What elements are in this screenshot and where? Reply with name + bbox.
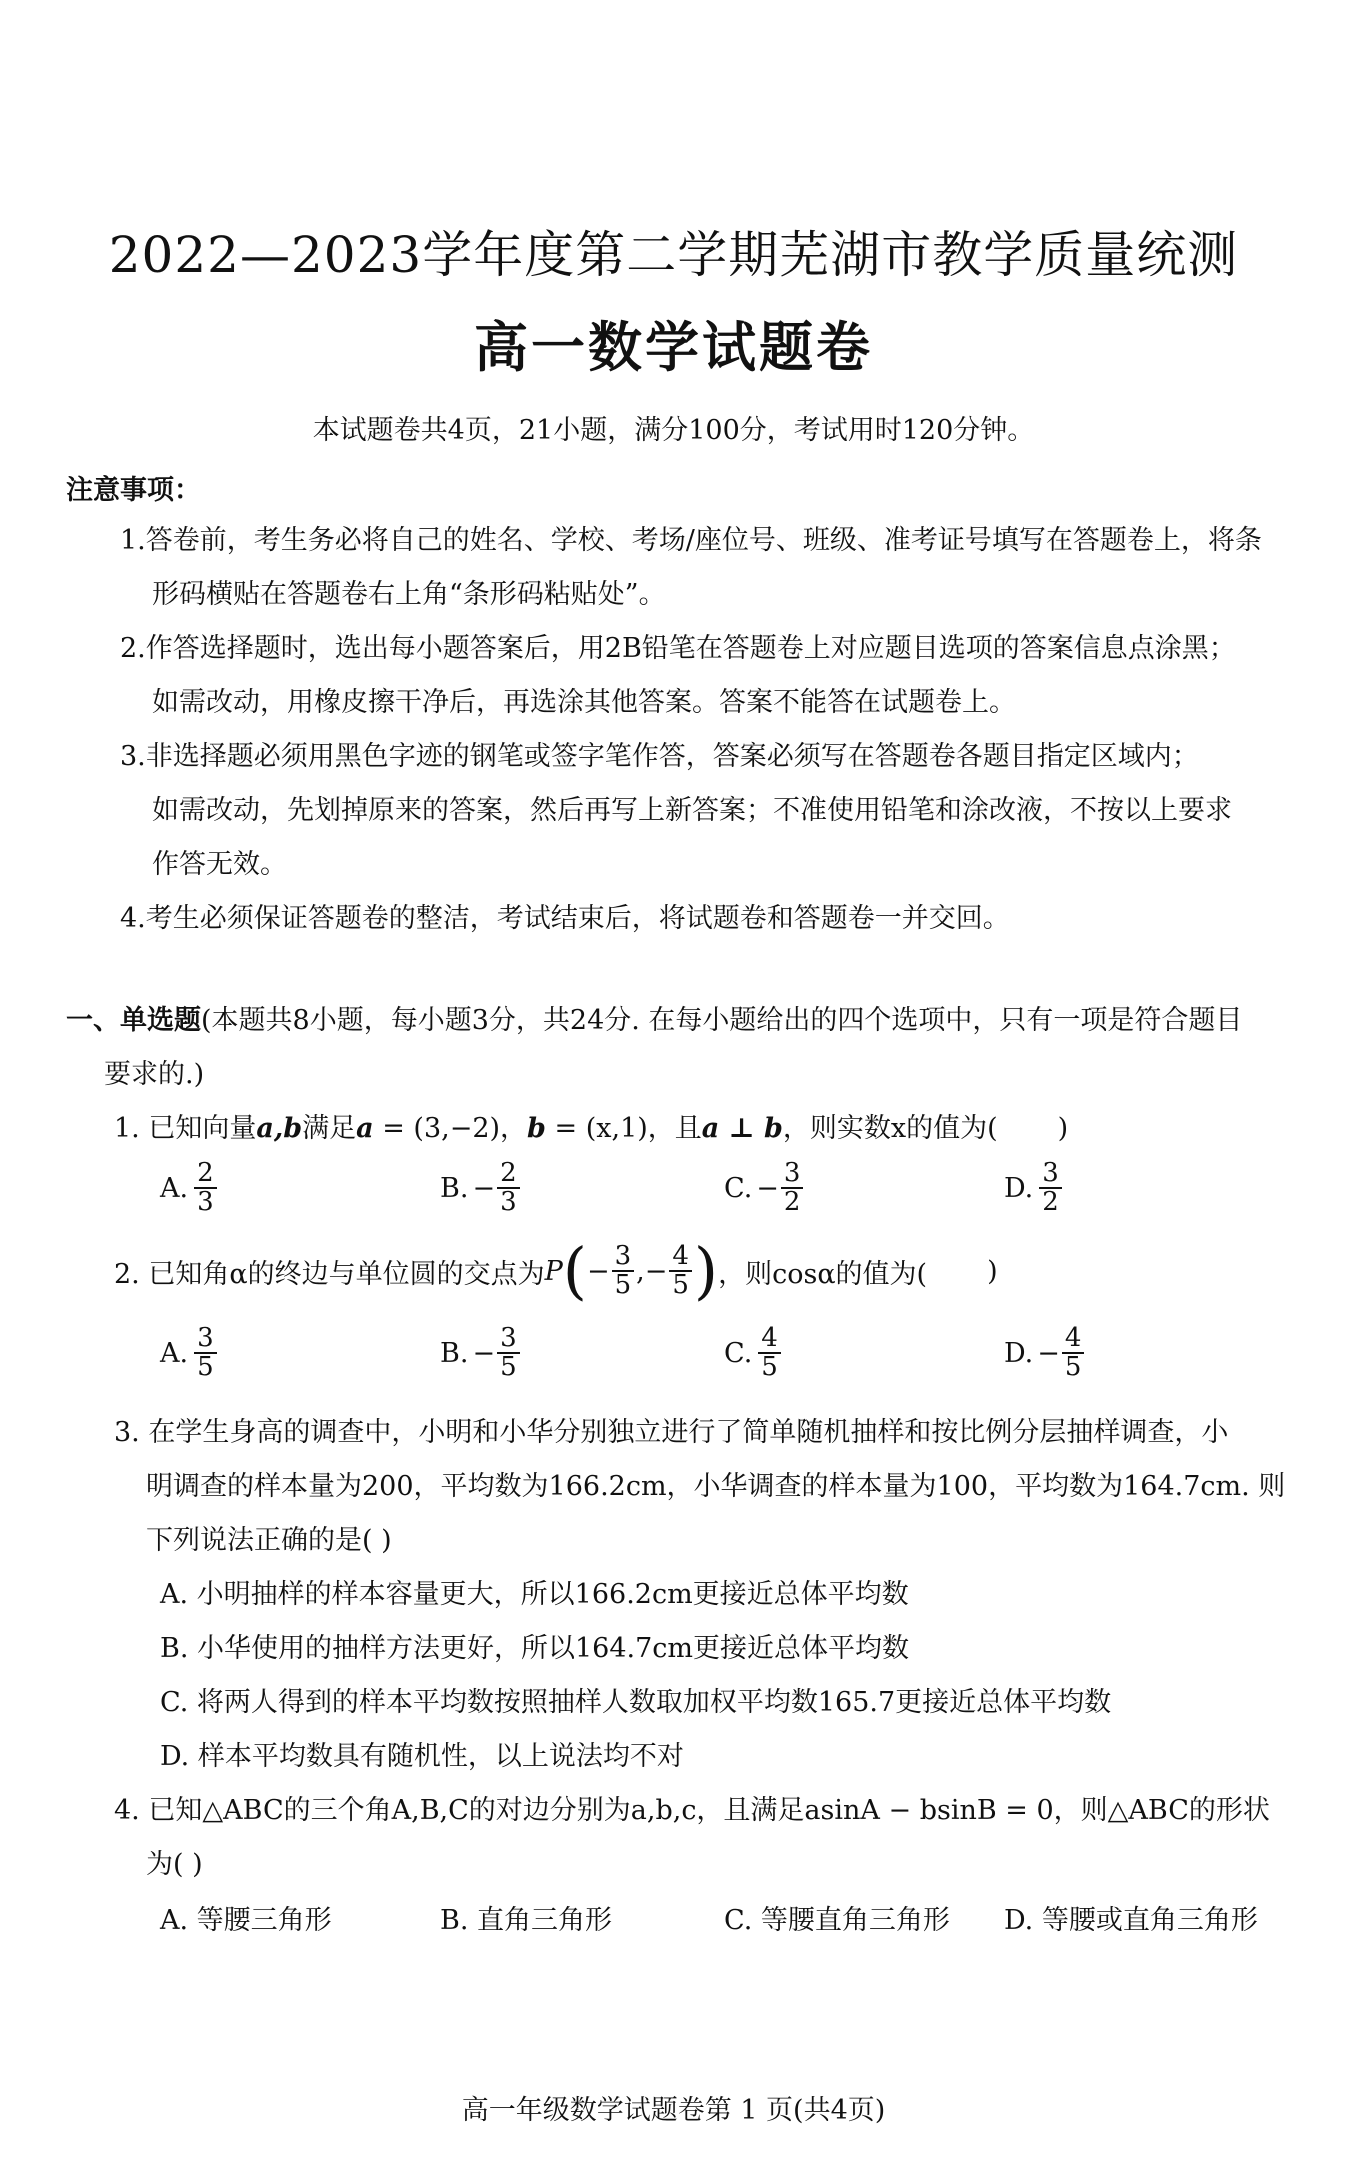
option-sign: −	[472, 1172, 496, 1204]
fraction-numerator: 2	[194, 1160, 217, 1189]
q2-option-a[interactable]	[160, 1325, 219, 1382]
q4-option-b[interactable]: B. 直角三角形	[440, 1905, 613, 1936]
question-1-stem	[114, 1106, 1068, 1145]
option-sign: −	[756, 1172, 779, 1204]
q3-option-c[interactable]: C. 将两人得到的样本平均数按照抽样人数取加权平均数165.7更接近总体平均数	[160, 1687, 1112, 1718]
exam-title: 2022—2023学年度第二学期芜湖市教学质量统测	[108, 226, 1239, 284]
fraction-denominator: 2	[1042, 1187, 1059, 1218]
question-3-stem-line-3: 下列说法正确的是( )	[146, 1525, 392, 1556]
q2-right-paren: )	[693, 1234, 719, 1307]
q3-option-d[interactable]: D. 样本平均数具有随机性，以上说法均不对	[160, 1741, 684, 1772]
notice-line-5: 3.非选择题必须用黑色字迹的钢笔或签字笔作答，答案必须写在答题卷各题目指定区域内；	[120, 741, 1199, 772]
fraction	[497, 1325, 520, 1382]
q1-vectors: a,b	[256, 1113, 303, 1144]
fraction	[781, 1160, 804, 1217]
q2-left-paren: (	[562, 1234, 587, 1307]
fraction	[497, 1160, 520, 1217]
fraction-numerator: 4	[1062, 1325, 1085, 1354]
option-sign: −	[472, 1337, 496, 1369]
option-label: D.	[1004, 1172, 1034, 1204]
section-1-desc: (本题共8小题，每小题3分，共24分. 在每小题给出的四个选项中，只有一项是符合题目	[201, 1005, 1243, 1036]
option-label: B.	[440, 1337, 469, 1369]
q1-a-value: = (3,−2)，	[373, 1113, 528, 1144]
q1-text-mid: 满足	[302, 1113, 357, 1144]
q1-option-a[interactable]	[160, 1160, 219, 1217]
q1-option-d[interactable]	[1004, 1160, 1064, 1217]
option-label: C.	[724, 1172, 753, 1204]
fraction-numerator: 3	[781, 1160, 804, 1189]
q2-sign-2: −	[644, 1255, 668, 1287]
q1-close-paren: )	[1057, 1113, 1069, 1144]
q1-b-value: = (x,1)，且	[545, 1113, 702, 1144]
fraction-numerator: 3	[194, 1325, 217, 1354]
q2-close-paren: )	[987, 1255, 998, 1287]
option-sign: −	[1037, 1337, 1060, 1369]
question-4-stem-line-1: 4. 已知△ABC的三个角A,B,C的对边分别为a,b,c，且满足asinA − bsinB = 0，则△ABC的形状	[114, 1795, 1270, 1826]
q2-sign-1: −	[586, 1255, 610, 1287]
q4-option-c[interactable]: C. 等腰直角三角形	[724, 1905, 950, 1936]
fraction-numerator: 3	[497, 1325, 520, 1354]
fraction-denominator: 5	[614, 1270, 632, 1300]
fraction	[1039, 1160, 1062, 1217]
exam-subtitle: 高一数学试题卷	[474, 316, 873, 379]
section-1-desc-cont: 要求的.)	[104, 1059, 205, 1090]
fraction	[612, 1240, 635, 1300]
fraction	[194, 1160, 217, 1217]
q4-option-d[interactable]: D. 等腰或直角三角形	[1004, 1905, 1258, 1936]
q1-text-post: ，则实数x的值为(	[782, 1113, 998, 1144]
fraction-denominator: 2	[783, 1187, 801, 1218]
q2-option-b[interactable]	[440, 1325, 522, 1382]
question-4-stem-line-2: 为( )	[146, 1849, 203, 1880]
exam-intro: 本试题卷共4页，21小题，满分100分，考试用时120分钟。	[312, 415, 1035, 446]
q1-text-pre: 1. 已知向量	[114, 1113, 257, 1144]
notice-heading: 注意事项：	[66, 475, 201, 506]
q3-option-a[interactable]: A. 小明抽样的样本容量更大，所以166.2cm更接近总体平均数	[160, 1579, 909, 1610]
page-footer: 高一年级数学试题卷第 1 页(共4页)	[461, 2095, 886, 2126]
question-3-stem-line-2: 明调查的样本量为200，平均数为166.2cm，小华调查的样本量为100，平均数为164.7cm. 则	[146, 1471, 1286, 1502]
option-label: A.	[160, 1337, 189, 1369]
q1-option-c[interactable]	[724, 1160, 805, 1217]
notice-line-3: 2.作答选择题时，选出每小题答案后，用2B铅笔在答题卷上对应题目选项的答案信息点涂黑；	[120, 633, 1236, 664]
notice-line-1: 1.答卷前，考生务必将自己的姓名、学校、考场/座位号、班级、准考证号填写在答题卷上，将条	[120, 525, 1262, 556]
fraction-numerator: 4	[669, 1243, 692, 1272]
q2-comma: ,	[636, 1255, 645, 1287]
fraction-denominator: 5	[672, 1270, 689, 1300]
question-2-stem	[114, 1234, 998, 1307]
q2-option-d[interactable]	[1004, 1325, 1086, 1382]
fraction-denominator: 5	[761, 1352, 778, 1383]
option-label: A.	[160, 1172, 189, 1204]
option-label: D.	[1004, 1337, 1034, 1369]
notice-line-2: 形码横贴在答题卷右上角“条形码粘贴处”。	[152, 579, 666, 610]
option-label: B.	[440, 1172, 469, 1204]
notice-line-7: 作答无效。	[152, 849, 287, 880]
fraction-denominator: 3	[500, 1187, 517, 1218]
fraction	[758, 1325, 781, 1382]
question-3-stem-line-1: 3. 在学生身高的调查中，小明和小华分别独立进行了简单随机抽样和按比例分层抽样调查，小	[114, 1417, 1229, 1448]
fraction-numerator: 2	[497, 1160, 520, 1189]
fraction-numerator: 4	[758, 1325, 781, 1354]
fraction-denominator: 3	[197, 1187, 214, 1218]
notice-line-4: 如需改动，用橡皮擦干净后，再选涂其他答案。答案不能答在试题卷上。	[152, 687, 1016, 718]
q2-option-c[interactable]	[724, 1325, 783, 1382]
q2-point-p: P	[544, 1255, 563, 1287]
fraction-numerator: 3	[612, 1243, 635, 1272]
q1-option-b[interactable]	[440, 1160, 522, 1217]
q1-perp: a ⊥ b	[701, 1113, 783, 1144]
q1-vector-b: b	[527, 1113, 546, 1144]
fraction-denominator: 5	[197, 1352, 214, 1383]
q4-option-a[interactable]: A. 等腰三角形	[160, 1905, 332, 1936]
fraction	[1062, 1325, 1085, 1382]
q1-vector-a: a	[356, 1113, 374, 1144]
fraction-denominator: 5	[1064, 1352, 1082, 1383]
fraction-denominator: 5	[500, 1352, 517, 1383]
notice-line-8: 4.考生必须保证答题卷的整洁，考试结束后，将试题卷和答题卷一并交回。	[120, 903, 1010, 934]
fraction-numerator: 3	[1039, 1160, 1062, 1189]
q2-text-pre: 2. 已知角α的终边与单位圆的交点为	[114, 1258, 545, 1290]
section-1-header	[66, 998, 1242, 1037]
section-1-title: 一、单选题	[66, 1005, 201, 1036]
option-label: C.	[724, 1337, 753, 1369]
q2-text-post: ，则cosα的值为(	[718, 1258, 928, 1290]
notice-line-6: 如需改动，先划掉原来的答案，然后再写上新答案；不准使用铅笔和涂改液，不按以上要求	[152, 795, 1232, 826]
fraction	[669, 1240, 692, 1300]
fraction	[194, 1325, 217, 1382]
q3-option-b[interactable]: B. 小华使用的抽样方法更好，所以164.7cm更接近总体平均数	[160, 1633, 910, 1664]
